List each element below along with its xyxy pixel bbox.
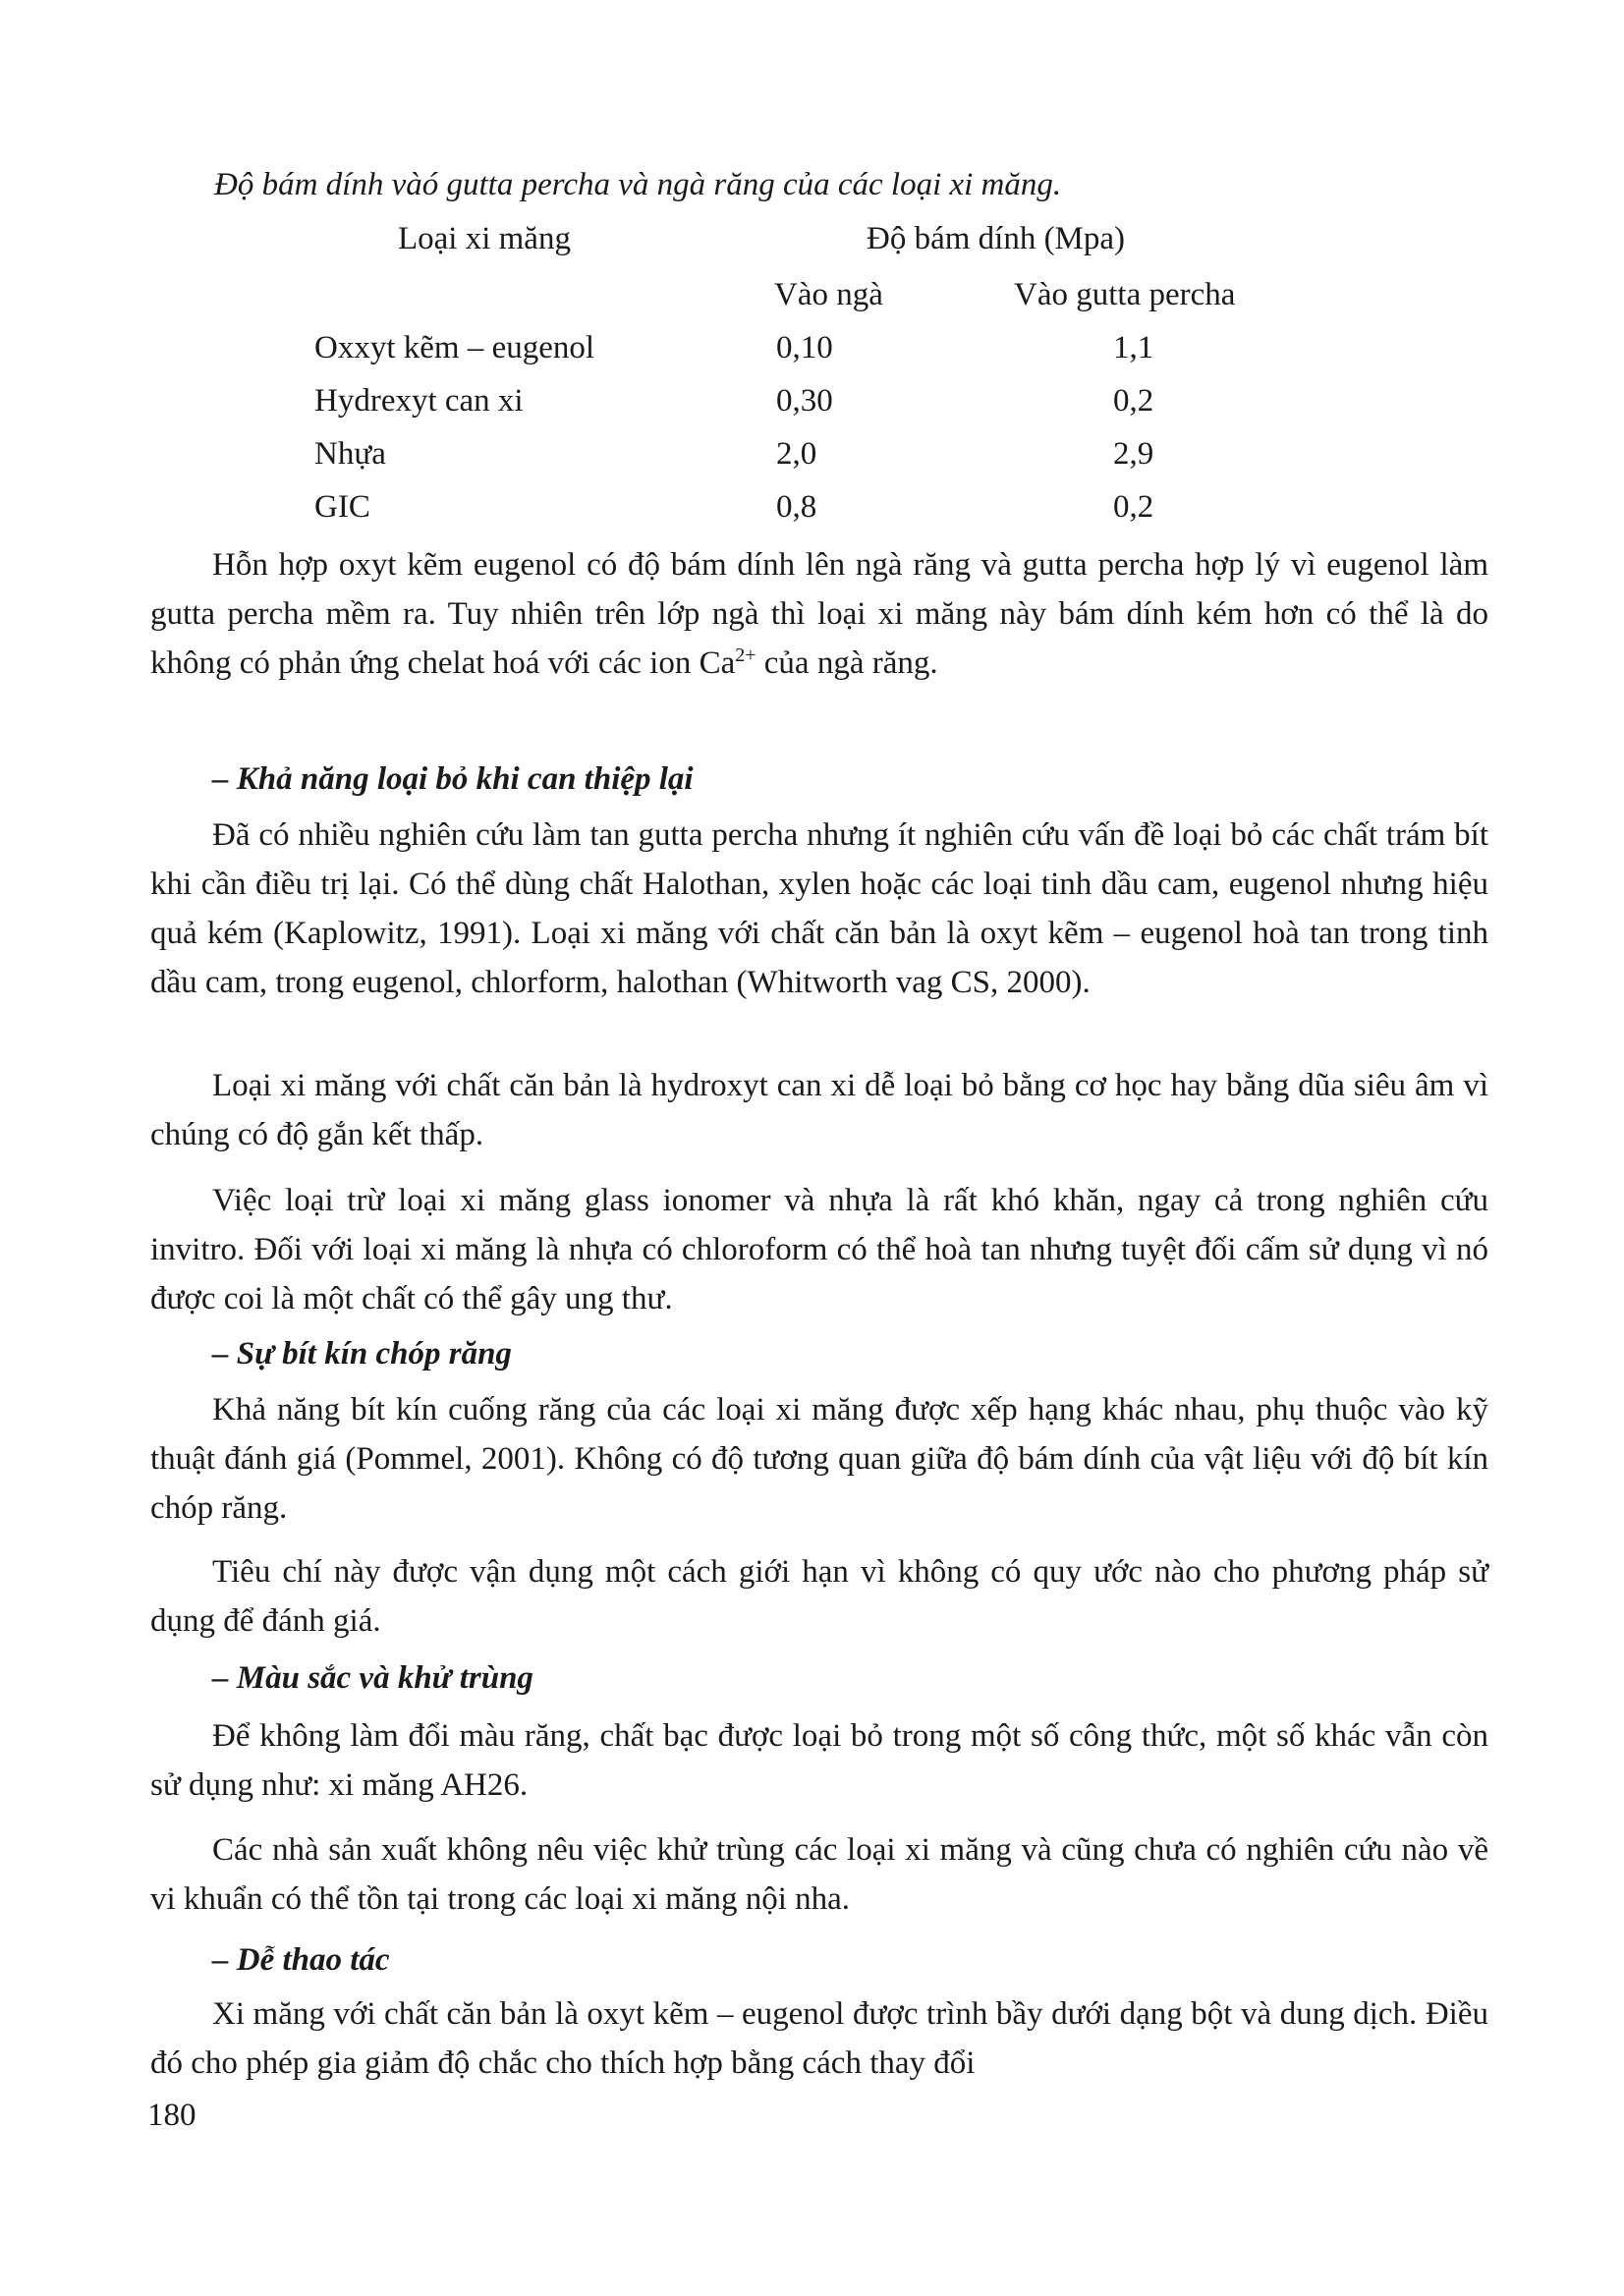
table-row-dentin: 0,8 [776,489,817,525]
section-heading-apical-seal: – Sự bít kín chóp răng [212,1336,512,1372]
table-row-dentin: 2,0 [776,436,817,472]
paragraph-criteria: Tiêu chí này được vận dụng một cách giới hạn vì không có quy ước nào cho phương pháp sử dụng để đánh giá. [150,1554,1488,1639]
section-heading-color-disinfection: – Màu sắc và khử trùng [212,1660,533,1696]
page-number: 180 [147,2098,196,2133]
table-row-gutta: 2,9 [1113,436,1154,472]
section-heading-removal: – Khả năng loại bỏ khi can thiệp lại [212,761,694,797]
paragraph-glass-ionomer: Việc loại trừ loại xi măng glass ionomer và nhựa là rất khó khăn, ngay cả trong nghiên cứu invitro. Đối với loại xi măng là nhựa có chloroform có thể hoà tan nhưng tuyệt đối cấm sử dụng vì nó được coi là một chất có thể gây ung thư. [150,1183,1488,1316]
subheader-gutta-percha: Vào gutta percha [1014,277,1236,312]
table-row-name: Nhựa [314,436,386,472]
table-row-gutta: 0,2 [1113,489,1154,525]
table-row-gutta: 1,1 [1113,330,1154,365]
table-row-gutta: 0,2 [1113,383,1154,419]
header-adhesion: Độ bám dính (Mpa) [867,221,1126,256]
superscript-charge: 2+ [735,644,756,666]
paragraph-color: Để không làm đổi màu răng, chất bạc được loại bỏ trong một số công thức, một số khác vẫn còn sử dụng như: xi măng AH26. [150,1718,1488,1803]
paragraph-disinfection: Các nhà sản xuất không nêu việc khử trùng các loại xi măng và cũng chưa có nghiên cứu nào về vi khuẩn có thể tồn tại trong các loại xi măng nội nha. [150,1832,1488,1917]
paragraph-text: Hỗn hợp oxyt kẽm eugenol có độ bám dính lên ngà răng và gutta percha hợp lý vì eugenol làm gutta percha mềm ra. Tuy nhiên trên lớp ngà thì loại xi măng này bám dính kém hơn có thể là do không có phản ứng chelat hoá với các ion Ca [150,547,1488,681]
section-heading-handling: – Dễ thao tác [212,1942,390,1978]
table-row-dentin: 0,30 [776,383,833,419]
paragraph-adhesion-note [150,540,1488,688]
table-caption: Độ bám dính vàó gutta percha và ngà răng của các loại xi măng. [214,167,1062,202]
table-row-name: Hydrexyt can xi [314,383,524,419]
paragraph-apical-seal: Khả năng bít kín cuống răng của các loại xi măng được xếp hạng khác nhau, phụ thuộc vào kỹ thuật đánh giá (Pommel, 2001). Không có độ tương quan giữa độ bám dính của vật liệu với độ bít kín chóp răng. [150,1392,1488,1526]
paragraph-removal: Đã có nhiều nghiên cứu làm tan gutta percha nhưng ít nghiên cứu vấn đề loại bỏ các chất trám bít khi cần điều trị lại. Có thể dùng chất Halothan, xylen hoặc các loại tinh dầu cam, eugenol nhưng hiệu quả kém (Kaplowitz, 1991). Loại xi măng với chất căn bản là oxyt kẽm – eugenol hoà tan trong tinh dầu cam, trong eugenol, chlorform, halothan (Whitworth vag CS, 2000). [150,817,1488,1000]
paragraph-handling: Xi măng với chất căn bản là oxyt kẽm – eugenol được trình bầy dưới dạng bột và dung dịch. Điều đó cho phép gia giảm độ chắc cho thích hợp bằng cách thay đổi [150,1996,1488,2081]
subheader-dentin: Vào ngà [774,277,883,312]
paragraph-text: của ngà răng. [756,645,938,681]
header-cement-type: Loại xi măng [398,221,571,256]
table-row-name: Oxxyt kẽm – eugenol [314,330,595,365]
paragraph-hydroxyt: Loại xi măng với chất căn bản là hydroxyt can xi dễ loại bỏ bằng cơ học hay bằng dũa siêu âm vì chúng có độ gắn kết thấp. [150,1068,1488,1152]
table-row-dentin: 0,10 [776,330,833,365]
table-row-name: GIC [314,489,370,525]
